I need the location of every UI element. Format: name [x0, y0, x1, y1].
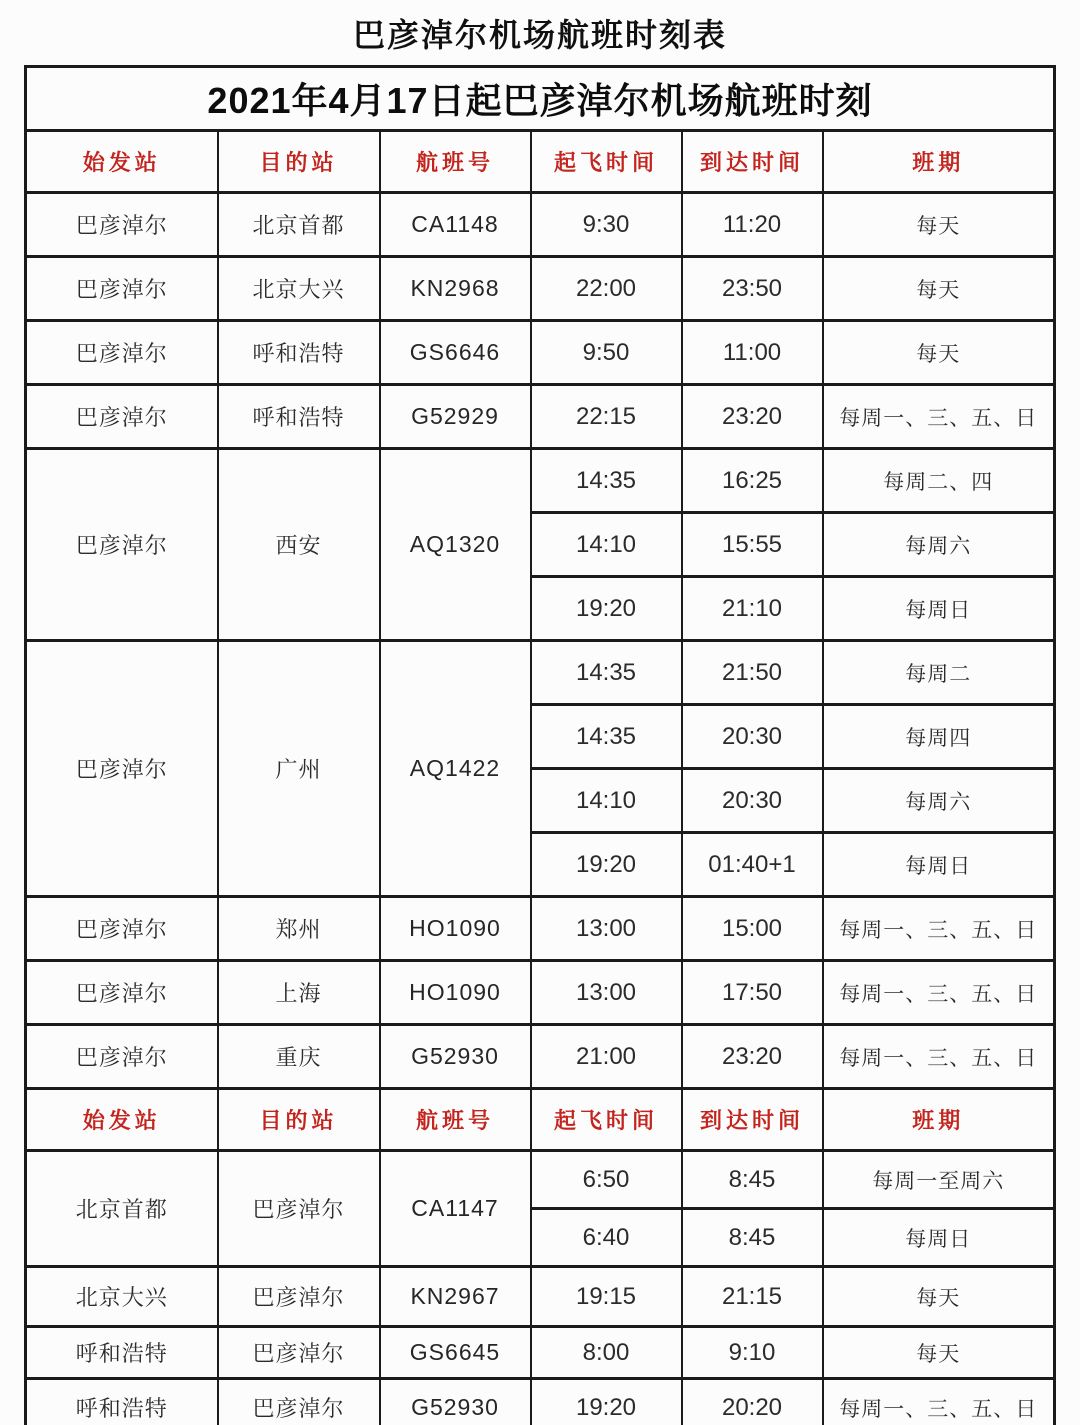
cell-arrival: 21:50: [682, 641, 823, 705]
cell-schedule: 每周二: [823, 641, 1055, 705]
cell-arrival: 9:10: [682, 1327, 823, 1379]
cell-departure: 14:35: [531, 641, 682, 705]
table-row: [26, 1151, 1055, 1209]
cell-destination: 巴彦淖尔: [218, 1151, 380, 1267]
table-row: [26, 1267, 1055, 1327]
cell-departure: 8:00: [531, 1327, 682, 1379]
flight-timetable: [24, 65, 1056, 1425]
cell-schedule: 每周一、三、五、日: [823, 385, 1055, 449]
cell-schedule: 每天: [823, 321, 1055, 385]
table-row: [26, 641, 1055, 705]
cell-schedule: 每周一、三、五、日: [823, 897, 1055, 961]
cell-origin: 巴彦淖尔: [26, 321, 218, 385]
table-caption-row: [26, 67, 1055, 131]
cell-departure: 6:40: [531, 1209, 682, 1267]
cell-schedule: 每周日: [823, 577, 1055, 641]
cell-arrival: 21:10: [682, 577, 823, 641]
cell-schedule: 每周日: [823, 1209, 1055, 1267]
cell-flight-no: GS6645: [380, 1327, 531, 1379]
cell-schedule: 每天: [823, 1327, 1055, 1379]
cell-arrival: 16:25: [682, 449, 823, 513]
column-header-arrival: 到达时间: [682, 131, 823, 193]
cell-destination: 郑州: [218, 897, 380, 961]
cell-flight-no: CA1148: [380, 193, 531, 257]
column-header-flight-no: 航班号: [380, 131, 531, 193]
cell-arrival: 23:20: [682, 1025, 823, 1089]
column-header-destination: 目的站: [218, 1089, 380, 1151]
cell-destination: 呼和浩特: [218, 321, 380, 385]
cell-destination: 重庆: [218, 1025, 380, 1089]
cell-departure: 14:10: [531, 769, 682, 833]
cell-schedule: 每周二、四: [823, 449, 1055, 513]
table-row: [26, 257, 1055, 321]
table-row: [26, 1025, 1055, 1089]
cell-flight-no: G52929: [380, 385, 531, 449]
cell-origin: 北京大兴: [26, 1267, 218, 1327]
table-row: [26, 1379, 1055, 1425]
cell-origin: 北京首都: [26, 1151, 218, 1267]
column-header-schedule: 班期: [823, 131, 1055, 193]
column-header-row: [26, 131, 1055, 193]
cell-schedule: 每天: [823, 193, 1055, 257]
table-row: [26, 961, 1055, 1025]
cell-departure: 22:00: [531, 257, 682, 321]
cell-origin: 巴彦淖尔: [26, 385, 218, 449]
cell-origin: 巴彦淖尔: [26, 897, 218, 961]
cell-arrival: 15:55: [682, 513, 823, 577]
table-row: [26, 897, 1055, 961]
cell-arrival: 01:40+1: [682, 833, 823, 897]
cell-destination: 巴彦淖尔: [218, 1379, 380, 1425]
cell-schedule: 每周一、三、五、日: [823, 1025, 1055, 1089]
cell-origin: 巴彦淖尔: [26, 193, 218, 257]
cell-arrival: 15:00: [682, 897, 823, 961]
cell-arrival: 23:20: [682, 385, 823, 449]
table-row: [26, 1327, 1055, 1379]
cell-departure: 9:50: [531, 321, 682, 385]
cell-destination: 北京首都: [218, 193, 380, 257]
table-row: [26, 321, 1055, 385]
cell-schedule: 每周六: [823, 769, 1055, 833]
cell-flight-no: HO1090: [380, 961, 531, 1025]
cell-schedule: 每周一、三、五、日: [823, 1379, 1055, 1425]
cell-flight-no: AQ1422: [380, 641, 531, 897]
column-header-destination: 目的站: [218, 131, 380, 193]
cell-arrival: 23:50: [682, 257, 823, 321]
cell-flight-no: KN2967: [380, 1267, 531, 1327]
cell-flight-no: CA1147: [380, 1151, 531, 1267]
column-header-schedule: 班期: [823, 1089, 1055, 1151]
column-header-origin: 始发站: [26, 131, 218, 193]
cell-schedule: 每天: [823, 257, 1055, 321]
cell-arrival: 20:30: [682, 705, 823, 769]
cell-departure: 14:35: [531, 705, 682, 769]
table-row: [26, 385, 1055, 449]
cell-origin: 巴彦淖尔: [26, 641, 218, 897]
cell-destination: 北京大兴: [218, 257, 380, 321]
cell-destination: 呼和浩特: [218, 385, 380, 449]
cell-schedule: 每天: [823, 1267, 1055, 1327]
cell-departure: 22:15: [531, 385, 682, 449]
cell-departure: 21:00: [531, 1025, 682, 1089]
cell-arrival: 20:20: [682, 1379, 823, 1425]
cell-flight-no: KN2968: [380, 257, 531, 321]
cell-destination: 上海: [218, 961, 380, 1025]
cell-arrival: 21:15: [682, 1267, 823, 1327]
cell-flight-no: G52930: [380, 1379, 531, 1425]
cell-origin: 呼和浩特: [26, 1379, 218, 1425]
cell-departure: 14:35: [531, 449, 682, 513]
cell-departure: 19:15: [531, 1267, 682, 1327]
table-caption: 2021年4月17日起巴彦淖尔机场航班时刻: [26, 67, 1055, 131]
cell-origin: 巴彦淖尔: [26, 257, 218, 321]
cell-arrival: 8:45: [682, 1209, 823, 1267]
cell-flight-no: AQ1320: [380, 449, 531, 641]
cell-schedule: 每周六: [823, 513, 1055, 577]
cell-arrival: 17:50: [682, 961, 823, 1025]
cell-departure: 19:20: [531, 833, 682, 897]
cell-flight-no: HO1090: [380, 897, 531, 961]
column-header-flight-no: 航班号: [380, 1089, 531, 1151]
cell-origin: 巴彦淖尔: [26, 961, 218, 1025]
cell-flight-no: GS6646: [380, 321, 531, 385]
column-header-departure: 起飞时间: [531, 131, 682, 193]
cell-flight-no: G52930: [380, 1025, 531, 1089]
cell-origin: 呼和浩特: [26, 1327, 218, 1379]
cell-departure: 19:20: [531, 1379, 682, 1425]
cell-schedule: 每周一、三、五、日: [823, 961, 1055, 1025]
cell-origin: 巴彦淖尔: [26, 1025, 218, 1089]
cell-arrival: 11:20: [682, 193, 823, 257]
cell-destination: 西安: [218, 449, 380, 641]
cell-departure: 9:30: [531, 193, 682, 257]
table-row: [26, 449, 1055, 513]
cell-arrival: 11:00: [682, 321, 823, 385]
cell-departure: 13:00: [531, 961, 682, 1025]
column-header-departure: 起飞时间: [531, 1089, 682, 1151]
cell-origin: 巴彦淖尔: [26, 449, 218, 641]
cell-schedule: 每周四: [823, 705, 1055, 769]
cell-departure: 14:10: [531, 513, 682, 577]
cell-schedule: 每周一至周六: [823, 1151, 1055, 1209]
cell-arrival: 20:30: [682, 769, 823, 833]
column-header-row: [26, 1089, 1055, 1151]
page-title: 巴彦淖尔机场航班时刻表: [352, 17, 727, 53]
cell-destination: 广州: [218, 641, 380, 897]
cell-destination: 巴彦淖尔: [218, 1327, 380, 1379]
cell-departure: 6:50: [531, 1151, 682, 1209]
cell-schedule: 每周日: [823, 833, 1055, 897]
cell-arrival: 8:45: [682, 1151, 823, 1209]
column-header-arrival: 到达时间: [682, 1089, 823, 1151]
column-header-origin: 始发站: [26, 1089, 218, 1151]
table-row: [26, 193, 1055, 257]
cell-departure: 13:00: [531, 897, 682, 961]
cell-destination: 巴彦淖尔: [218, 1267, 380, 1327]
cell-departure: 19:20: [531, 577, 682, 641]
